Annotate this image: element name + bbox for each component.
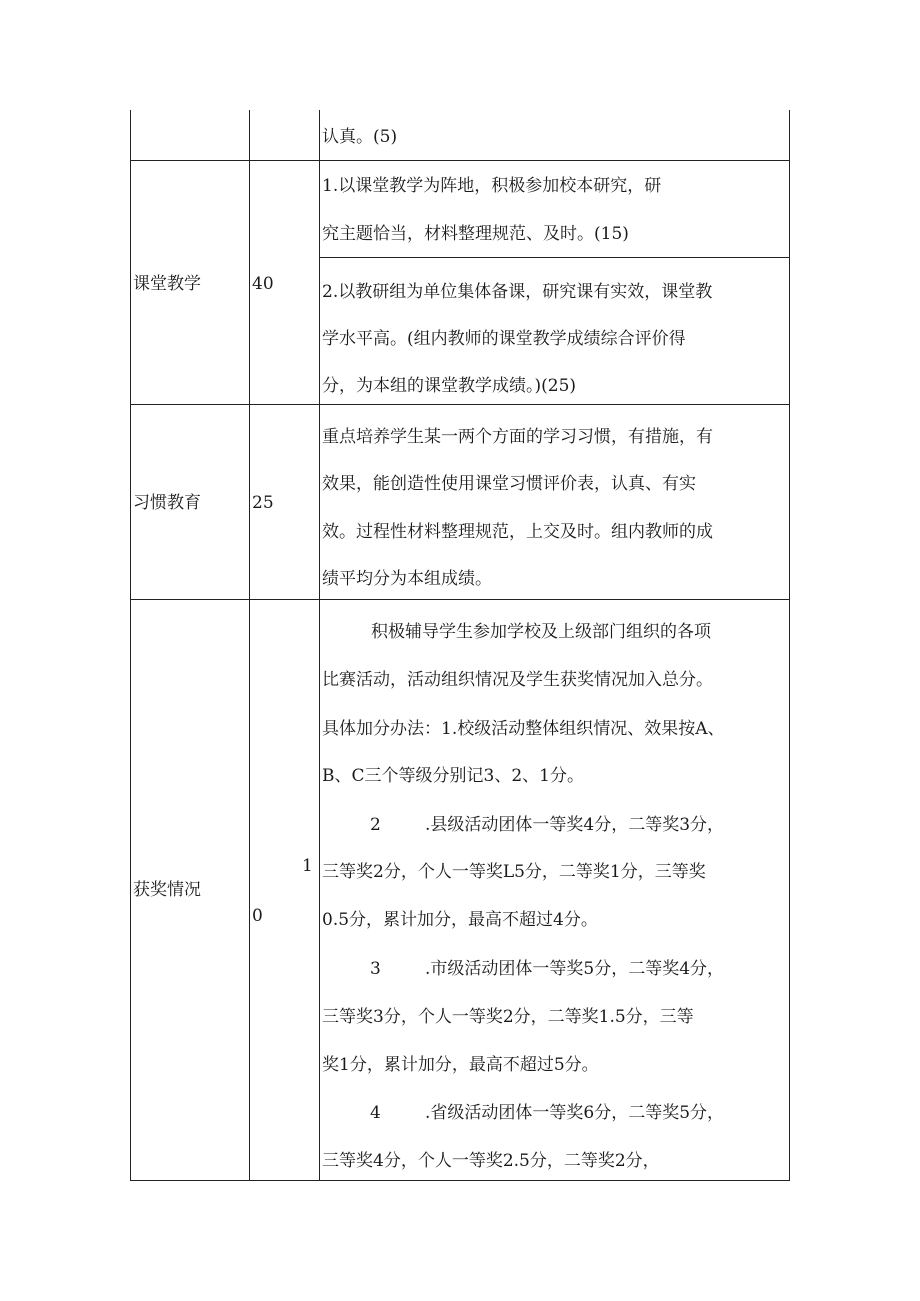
classroom-item2-line1: 2.以教研组为单位集体备课，研究课有实效，课堂教 bbox=[322, 282, 713, 302]
awards-item2-line3: 0.5分，累计加分，最高不超过4分。 bbox=[322, 910, 598, 930]
column-divider-1 bbox=[249, 110, 250, 1181]
score-classroom: 40 bbox=[252, 274, 274, 294]
row-divider-1 bbox=[130, 160, 790, 161]
classroom-item2-line3: 分，为本组的课堂教学成绩。)(25) bbox=[322, 376, 577, 396]
habit-line2: 效果，能创造性使用课堂习惯评价表，认真、有实 bbox=[322, 474, 696, 494]
awards-line2: 比赛活动，活动组织情况及学生获奖情况加入总分。 bbox=[322, 670, 713, 690]
column-divider-2 bbox=[319, 110, 320, 1181]
table-border-bottom bbox=[130, 1180, 790, 1181]
awards-item3-line3: 奖1分，累计加分，最高不超过5分。 bbox=[322, 1055, 599, 1075]
table-border-right bbox=[789, 110, 790, 1181]
awards-item2-line2: 三等奖2分，个人一等奖L5分，二等奖1分，三等奖 bbox=[322, 862, 706, 882]
classroom-item1-line1: 1.以课堂教学为阵地，积极参加校本研究，研 bbox=[322, 176, 662, 196]
classroom-item2-line2: 学水平高。(组内教师的课堂教学成绩综合评价得 bbox=[322, 329, 686, 349]
awards-item4-number: 4 bbox=[370, 1103, 381, 1123]
habit-line1: 重点培养学生某一两个方面的学习习惯，有措施，有 bbox=[322, 427, 713, 447]
subrow-divider bbox=[319, 257, 790, 258]
category-habit: 习惯教育 bbox=[133, 493, 201, 513]
continuation-line: 认真。(5) bbox=[322, 127, 398, 147]
score-awards-part2: 0 bbox=[252, 906, 263, 926]
classroom-item1-line2: 究主题恰当，材料整理规范、及时。(15) bbox=[322, 224, 629, 244]
awards-item4-line1: .省级活动团体一等奖6分，二等奖5分， bbox=[425, 1103, 725, 1123]
awards-line4: B、C三个等级分别记3、2、1分。 bbox=[322, 766, 584, 786]
habit-line4: 绩平均分为本组成绩。 bbox=[322, 569, 492, 589]
table-border-left bbox=[130, 110, 131, 1181]
awards-item3-line1: .市级活动团体一等奖5分，二等奖4分， bbox=[425, 959, 725, 979]
awards-item3-line2: 三等奖3分，个人一等奖2分，二等奖1.5分，三等 bbox=[322, 1007, 694, 1027]
awards-item4-line2: 三等奖4分，个人一等奖2.5分，二等奖2分， bbox=[322, 1151, 660, 1171]
row-divider-3 bbox=[130, 599, 790, 600]
awards-item3-number: 3 bbox=[370, 959, 381, 979]
awards-line3: 具体加分办法：1.校级活动整体组织情况、效果按A、 bbox=[322, 719, 725, 739]
score-awards-part1: 1 bbox=[302, 856, 313, 876]
category-classroom: 课堂教学 bbox=[133, 274, 201, 294]
habit-line3: 效。过程性材料整理规范，上交及时。组内教师的成 bbox=[322, 522, 713, 542]
score-habit: 25 bbox=[252, 493, 274, 513]
awards-item2-number: 2 bbox=[370, 815, 381, 835]
category-awards: 获奖情况 bbox=[133, 880, 201, 900]
awards-item2-line1: .县级活动团体一等奖4分，二等奖3分， bbox=[425, 815, 725, 835]
awards-line1: 积极辅导学生参加学校及上级部门组织的各项 bbox=[371, 622, 711, 642]
row-divider-2 bbox=[130, 404, 790, 405]
